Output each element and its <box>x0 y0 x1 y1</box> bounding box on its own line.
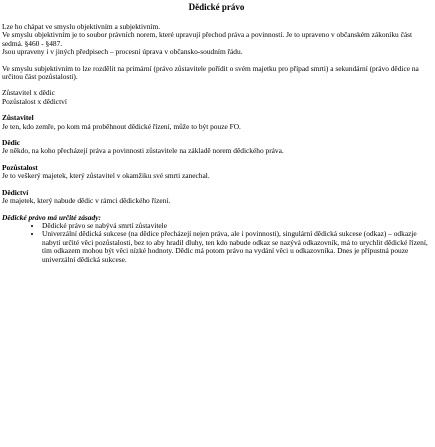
intro-line: Ve smyslu objektivním je to soubor právních norem, které upravují přechod práva a povinností. Je to upraveno v občanském zákoníku část sedmá. §460 - §487. <box>2 30 413 48</box>
intro-line: Jsou upraveny i v jiných předpisech – procesní úprava v občansko-soudním řádu. <box>2 47 243 57</box>
pair-line: Pozůstalost x dědictví <box>2 96 67 106</box>
definition-zustavitel <box>2 114 431 131</box>
intro-line: Lze ho chápat ve smyslu objektivním a subjektivním. <box>2 22 161 31</box>
principles-section <box>2 214 431 264</box>
principles-heading: Dědické právo má určité zásady: <box>2 212 101 222</box>
definition-term: Pozůstalost <box>2 162 38 172</box>
definition-term: Dědic <box>2 138 21 148</box>
list-item: • Univerzální dědická sukcese (na dědice přecházejí nejen práva, ale i povinnosti), singulární dědická sukcese (odkaz) – odkazje nabytí určité věci pozůstalosti, bez to aby hradil dluhy, ten kdo nabude odkaz se nazývá odkazovník, má to urychlit dědické řízení, tím odkazem mohou být věci nízké hodnoty. Dědic má potom právo na vydání věci u odkazovníka. Dnes je přípustná pouze univerzální dědická sukcese. <box>42 230 431 264</box>
definition-text: Je ten, kdo zemře, po kom má proběhnout dědické řízení, může to být pouze FO. <box>2 121 241 131</box>
definition-term: Zůstavitel <box>2 113 34 123</box>
intro-paragraph <box>2 23 431 57</box>
definition-dedictvi <box>2 189 431 206</box>
definition-text: Je majetek, který nabude dědic v rámci dědického řízení. <box>2 196 171 206</box>
list-item: • Dědické právo se nabývá smrtí zůstavitele <box>42 222 431 230</box>
definition-pozustalost <box>2 164 431 181</box>
definition-dedic <box>2 139 431 156</box>
page-title: Dědické právo <box>188 2 245 12</box>
subjective-paragraph <box>2 65 431 82</box>
definition-term: Dědictví <box>2 187 29 197</box>
definition-text: Je někdo, na koho přecházejí práva a povinnosti zůstavitele na základě norem dědického práva. <box>2 146 284 156</box>
definition-text: Je to veškerý majetek, který zůstavitel v okamžiku své smrti zanechal. <box>2 171 210 181</box>
subjective-text: Ve smyslu subjektivním to lze rozdělit na primární (právo zůstavitele pořídit o svém majetku pro případ smrti) a sekundární (právo dědice na určitou část pozůstalosti). <box>2 63 419 82</box>
principles-list <box>2 222 431 264</box>
terms-pairs <box>2 89 431 106</box>
pair-line: Zůstavitel x dědic <box>2 88 55 98</box>
